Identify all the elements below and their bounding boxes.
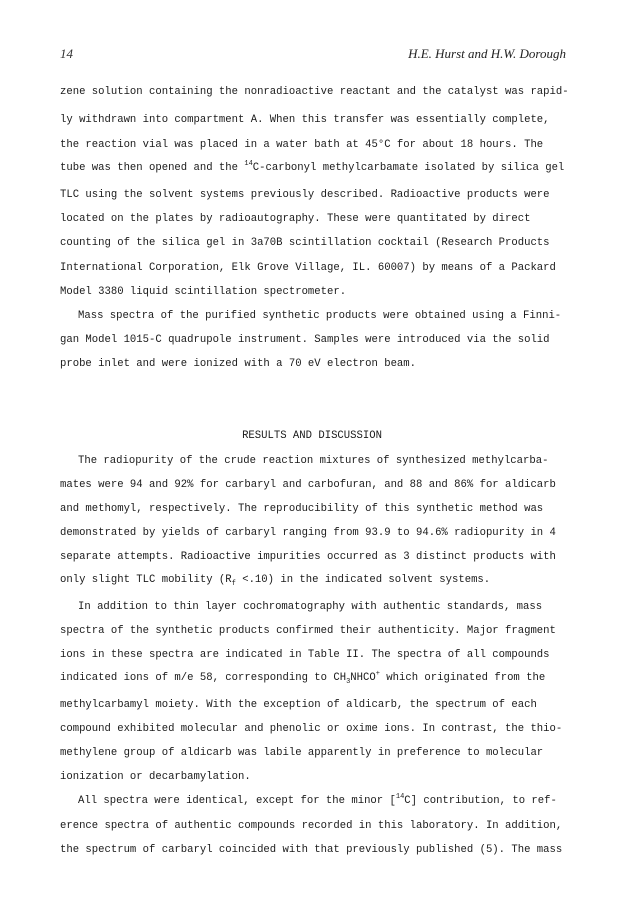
text-line: compound exhibited molecular and phenolic or oxime ions. In contrast, the thio- xyxy=(60,723,563,735)
text-line: methylcarbamyl moiety. With the exception of aldicarb, the spectrum of each xyxy=(60,699,537,711)
text-line: located on the plates by radioautography. These were quantitated by direct xyxy=(60,213,531,225)
text-line xyxy=(78,795,557,807)
text-line xyxy=(60,162,564,174)
superscript: 14 xyxy=(244,160,253,168)
text-run: All spectra were identical, except for the minor [ xyxy=(78,795,396,807)
superscript: + xyxy=(375,670,380,678)
text-line: demonstrated by yields of carbaryl ranging from 93.9 to 94.6% radiopurity in 4 xyxy=(60,527,556,539)
text-line: the spectrum of carbaryl coincided with that previously published (5). The mass xyxy=(60,844,563,856)
text-run: which originated from the xyxy=(379,672,546,684)
superscript: 14 xyxy=(395,793,405,801)
text-run: NHCO xyxy=(350,672,376,684)
subscript: f xyxy=(231,580,236,588)
text-line: The radiopurity of the crude reaction mixtures of synthesized methylcarba- xyxy=(78,455,549,467)
text-run: C] contribution, to ref- xyxy=(404,795,557,807)
text-run: C-carbonyl methylcarbamate isolated by silica gel xyxy=(252,162,565,174)
text-line: counting of the silica gel in 3a70B scintillation cocktail (Research Products xyxy=(60,237,550,249)
text-run: <.10) in the indicated solvent systems. xyxy=(235,574,491,586)
text-line: gan Model 1015-C quadrupole instrument. Samples were introduced via the solid xyxy=(60,334,550,346)
text-line: ly withdrawn into compartment A. When this transfer was essentially complete, xyxy=(60,114,550,126)
text-line: methylene group of aldicarb was labile apparently in preference to molecular xyxy=(60,747,544,759)
text-line xyxy=(60,672,545,684)
running-header-authors: H.E. Hurst and H.W. Dorough xyxy=(408,46,566,61)
text-line: erence spectra of authentic compounds recorded in this laboratory. In addition, xyxy=(60,820,563,832)
text-run: indicated ions of m/e 58, corresponding to CH xyxy=(60,672,347,684)
text-run: tube was then opened and the xyxy=(60,162,245,174)
section-heading: RESULTS AND DISCUSSION xyxy=(242,430,382,442)
text-line: International Corporation, Elk Grove Village, IL. 60007) by means of a Packard xyxy=(60,262,556,274)
text-line: and methomyl, respectively. The reproducibility of this synthetic method was xyxy=(60,503,544,515)
text-line: ionization or decarbamylation. xyxy=(60,771,251,783)
page-number: 14 xyxy=(60,46,73,61)
text-line: separate attempts. Radioactive impurities occurred as 3 distinct products with xyxy=(60,551,556,563)
subscript: 3 xyxy=(346,678,351,686)
text-line: probe inlet and were ionized with a 70 eV electron beam. xyxy=(60,358,417,370)
text-line xyxy=(60,574,490,586)
text-line: ions in these spectra are indicated in Table II. The spectra of all compounds xyxy=(60,649,550,661)
text-line: spectra of the synthetic products confirmed their authenticity. Major fragment xyxy=(60,625,556,637)
text-line: TLC using the solvent systems previously described. Radioactive products were xyxy=(60,189,550,201)
text-line: Model 3380 liquid scintillation spectrometer. xyxy=(60,286,347,298)
text-line: the reaction vial was placed in a water bath at 45°C for about 18 hours. The xyxy=(60,139,544,151)
text-run: only slight TLC mobility (R xyxy=(60,574,232,586)
text-line: Mass spectra of the purified synthetic products were obtained using a Finni- xyxy=(78,310,562,322)
text-line: zene solution containing the nonradioactive reactant and the catalyst was rapid- xyxy=(60,86,569,98)
text-line: mates were 94 and 92% for carbaryl and carbofuran, and 88 and 86% for aldicarb xyxy=(60,479,556,491)
text-line: In addition to thin layer cochromatography with authentic standards, mass xyxy=(78,601,543,613)
